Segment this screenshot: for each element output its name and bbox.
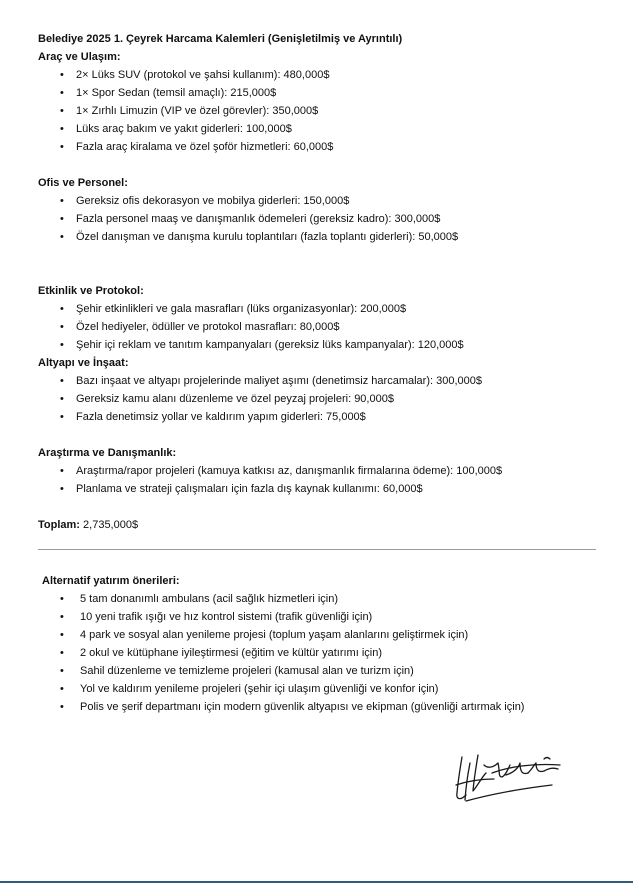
list-item: • 1× Spor Sedan (temsil amaçlı): 215,000$ <box>38 84 502 102</box>
list-item: • Şehir etkinlikleri ve gala masrafları (lüks organizasyonlar): 200,000$ <box>38 300 502 318</box>
document-title: Belediye 2025 1. Çeyrek Harcama Kalemleri (Genişletilmiş ve Ayrıntılı) <box>38 33 403 45</box>
section-heading-infrastructure: Altyapı ve İnşaat: <box>38 357 129 369</box>
alternatives-block <box>42 572 524 716</box>
total-label: Toplam: <box>38 519 80 531</box>
section-list-infrastructure <box>38 372 502 426</box>
list-item: • Bazı inşaat ve altyapı projelerinde maliyet aşımı (denetimsiz harcamalar): 300,000$ <box>38 372 502 390</box>
section-list-events <box>38 300 502 354</box>
list-item: • Araştırma/rapor projeleri (kamuya katkısı az, danışmanlık firmalarına ödeme): 100,000$ <box>38 462 502 480</box>
list-item: • Şehir içi reklam ve tanıtım kampanyaları (gereksiz lüks kampanyalar): 120,000$ <box>38 336 502 354</box>
expense-list <box>38 30 502 534</box>
list-item: • Fazla araç kiralama ve özel şoför hizmetleri: 60,000$ <box>38 138 502 156</box>
horizontal-divider <box>38 549 596 550</box>
section-list-research <box>38 462 502 498</box>
list-item: • 4 park ve sosyal alan yenileme projesi (toplum yaşam alanlarını geliştirmek için) <box>42 626 524 644</box>
list-item: • Polis ve şerif departmanı için modern güvenlik altyapısı ve ekipman (güvenliği artırmak için) <box>42 698 524 716</box>
section-heading-office: Ofis ve Personel: <box>38 177 128 189</box>
list-item: • 10 yeni trafik ışığı ve hız kontrol sistemi (trafik güvenliği için) <box>42 608 524 626</box>
section-list-vehicles <box>38 66 502 156</box>
section-heading-research: Araştırma ve Danışmanlık: <box>38 447 177 459</box>
alternatives-list <box>42 590 524 716</box>
signature-image <box>448 745 568 807</box>
list-item: • 5 tam donanımlı ambulans (acil sağlık hizmetleri için) <box>42 590 524 608</box>
list-item: • Sahil düzenleme ve temizleme projeleri (kamusal alan ve turizm için) <box>42 662 524 680</box>
total-value: 2,735,000$ <box>83 519 139 531</box>
list-item: • Yol ve kaldırım yenileme projeleri (şehir içi ulaşım güvenliği ve konfor için) <box>42 680 524 698</box>
list-item: • Lüks araç bakım ve yakıt giderleri: 100,000$ <box>38 120 502 138</box>
section-list-office <box>38 192 502 246</box>
list-item: • Fazla denetimsiz yollar ve kaldırım yapım giderleri: 75,000$ <box>38 408 502 426</box>
list-item: • Fazla personel maaş ve danışmanlık ödemeleri (gereksiz kadro): 300,000$ <box>38 210 502 228</box>
list-item: • Planlama ve strateji çalışmaları için fazla dış kaynak kullanımı: 60,000$ <box>38 480 502 498</box>
list-item: • 1× Zırhlı Limuzin (VIP ve özel görevler): 350,000$ <box>38 102 502 120</box>
alternatives-heading: Alternatif yatırım önerileri: <box>42 575 180 587</box>
list-item: • Özel hediyeler, ödüller ve protokol masrafları: 80,000$ <box>38 318 502 336</box>
section-heading-events: Etkinlik ve Protokol: <box>38 285 144 297</box>
list-item: • Gereksiz kamu alanı düzenleme ve özel peyzaj projeleri: 90,000$ <box>38 390 502 408</box>
list-item: • 2 okul ve kütüphane iyileştirmesi (eğitim ve kültür yatırımı için) <box>42 644 524 662</box>
list-item: • Gereksiz ofis dekorasyon ve mobilya giderleri: 150,000$ <box>38 192 502 210</box>
section-heading-vehicles: Araç ve Ulaşım: <box>38 51 121 63</box>
list-item: • Özel danışman ve danışma kurulu toplantıları (fazla toplantı giderleri): 50,000$ <box>38 228 502 246</box>
list-item: • 2× Lüks SUV (protokol ve şahsi kullanım): 480,000$ <box>38 66 502 84</box>
total-line <box>38 516 502 534</box>
